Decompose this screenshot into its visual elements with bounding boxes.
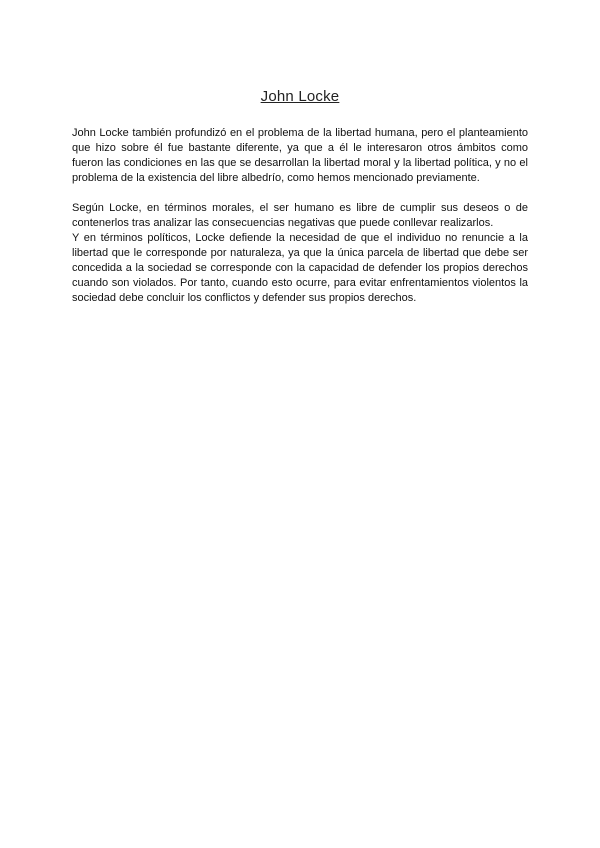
paragraph-political-freedom: Y en términos políticos, Locke defiende la necesidad de que el individuo no renuncie a la libertad que le corresponde por naturaleza, ya que la única parcela de libertad que debe ser concedida a la sociedad se corresponde con la capacidad de defender los propios derechos cuando son violados. Por tanto, cuando esto ocurre, para evitar enfrentamientos violentos la sociedad debe concluir los conflictos y defender sus propios derechos. [72, 232, 528, 304]
paragraph-intro: John Locke también profundizó en el problema de la libertad humana, pero el planteamiento que hizo sobre él fue bastante diferente, ya que a él le interesaron otros ámbitos como fueron las condiciones en las que se desarrollan la libertad moral y la libertad política, y no el problema de la existencia del libre albedrío, como hemos mencionado previamente. [72, 127, 528, 184]
paragraph-moral-freedom: Según Locke, en términos morales, el ser humano es libre de cumplir sus deseos o de contenerlos tras analizar las consecuencias negativas que puede conllevar realizarlos. [72, 202, 528, 229]
document-title: John Locke [260, 88, 340, 105]
document-body [72, 126, 528, 306]
paragraph-spacer [72, 186, 528, 201]
